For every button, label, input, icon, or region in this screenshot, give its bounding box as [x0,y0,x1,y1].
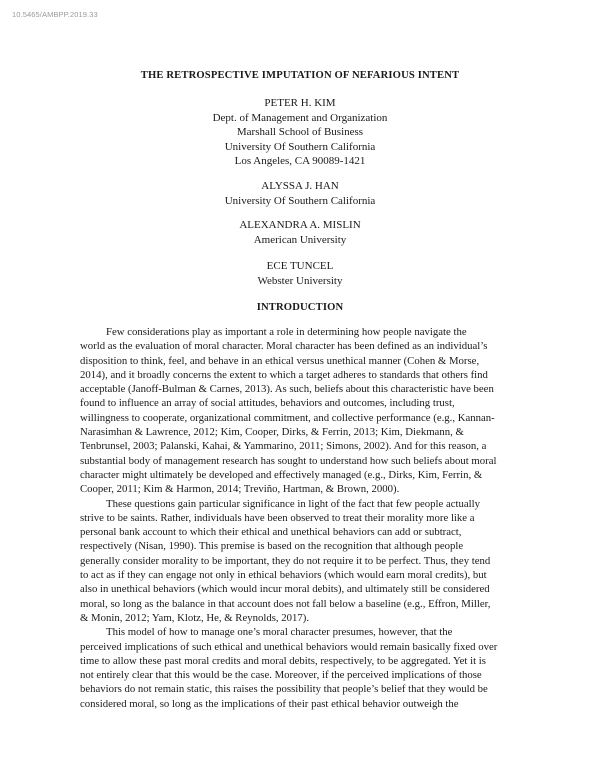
paragraph-line: perceived implications of such ethical and unethical behaviors would remain basically fixed over [80,640,498,653]
paragraph-line: to act as if they can engage not only in ethical behaviors (which would earn moral credits), but [80,569,487,582]
paragraph-line: time to allow these past moral credits and moral debits, respectively, to be aggregated. Yet it is [80,654,486,667]
paragraph-line: personal bank account to which their ethical and unethical behaviors can add or subtract, [80,526,462,539]
author-affiliation: Marshall School of Business [236,126,364,139]
author-affiliation: American University [253,233,347,246]
author-block-4 [0,259,600,288]
paragraph-line: found to influence an array of social attitudes, behaviors and outcomes, including trust, [80,397,455,410]
paragraph-line: disposition to think, feel, and behave in an ethical versus unethical manner (Cohen & Morse, [80,354,480,367]
paragraph-line: strive to be saints. Rather, individuals have been observed to treat their morality more like a [80,511,475,524]
paragraph-line: considered moral, so long as the implications of their past ethical behavior outweigh the [80,697,459,710]
author-address: Los Angeles, CA 90089-1421 [234,155,366,168]
section-heading: INTRODUCTION [256,302,344,313]
paragraph-line: & Monin, 2012; Yam, Klotz, He, & Reynolds, 2017). [80,611,310,624]
paragraph-line: Few considerations play as important a role in determining how people navigate the [106,326,467,338]
paragraph-line: These questions gain particular significance in light of the fact that few people actually [106,497,481,510]
author-name: ECE TUNCEL [266,260,334,272]
author-block-2 [0,179,600,208]
paragraph-line: Tenbrunsel, 2003; Palanski, Kahai, & Yammarino, 2011; Simons, 2002). And for this reason, a [80,440,487,453]
paragraph-line: moral, so long as the balance in that account does not fall below a baseline (e.g., Effron, Miller, [80,597,491,610]
author-affiliation: Webster University [257,274,343,287]
paragraph-line: willingness to cooperate, organizational commitment, and collective performance (e.g., Kannan- [80,411,495,424]
paper-title: THE RETROSPECTIVE IMPUTATION OF NEFARIOUS INTENT [140,70,460,81]
paragraph-line: character might ultimately be developed and effectively managed (e.g., Dirks, Kim, Ferrin, & [80,468,483,481]
paragraph-line: substantial body of management research has sought to understand how such beliefs about moral [80,454,497,467]
paragraph-line: 2014), and it broadly concerns the extent to which a target adheres to standards that others find [80,368,488,381]
paragraph-line: Narasimhan & Lawrence, 2012; Kim, Cooper, Dirks, & Ferrin, 2013; Kim, Diekmann, & [80,426,464,439]
author-block-3 [0,218,600,247]
paragraph-line: This model of how to manage one’s moral character presumes, however, that the [106,626,453,639]
paragraph-line: acceptable (Janoff-Bulman & Carnes, 2013). As such, beliefs about this characteristic have been [80,383,494,396]
author-name: PETER H. KIM [264,97,336,109]
paragraph-line: not entirely clear that this would be the case. Moreover, if the perceived implications of those [80,669,482,682]
paragraph-line: also in unethical behaviors (which would incur moral debits), and ultimately still be considered [80,583,490,596]
paragraph-line: respectively (Nisan, 1990). This premise is based on the recognition that although people [80,540,464,553]
paragraph-line: Cooper, 2011; Kim & Harmon, 2014; Treviño, Hartman, & Brown, 2000). [80,483,400,496]
paragraph-line: world as the evaluation of moral character. Moral character has been defined as an individual’s [80,340,488,353]
paragraph-line: behaviors do not remain static, this raises the possibility that people’s belief that they would be [80,683,488,696]
author-affiliation: University Of Southern California [224,140,376,153]
author-affiliation: Dept. of Management and Organization [212,111,388,124]
author-block-1 [0,96,600,169]
doi-label: 10.5465/AMBPP.2019.33 [12,10,98,19]
author-affiliation: University Of Southern California [224,194,376,207]
author-name: ALYSSA J. HAN [261,180,339,192]
paragraph-line: generally consider morality to be important, they do not require it to be perfect. Thus, they tend [80,554,491,567]
body-text [80,325,520,711]
author-name: ALEXANDRA A. MISLIN [239,219,361,231]
